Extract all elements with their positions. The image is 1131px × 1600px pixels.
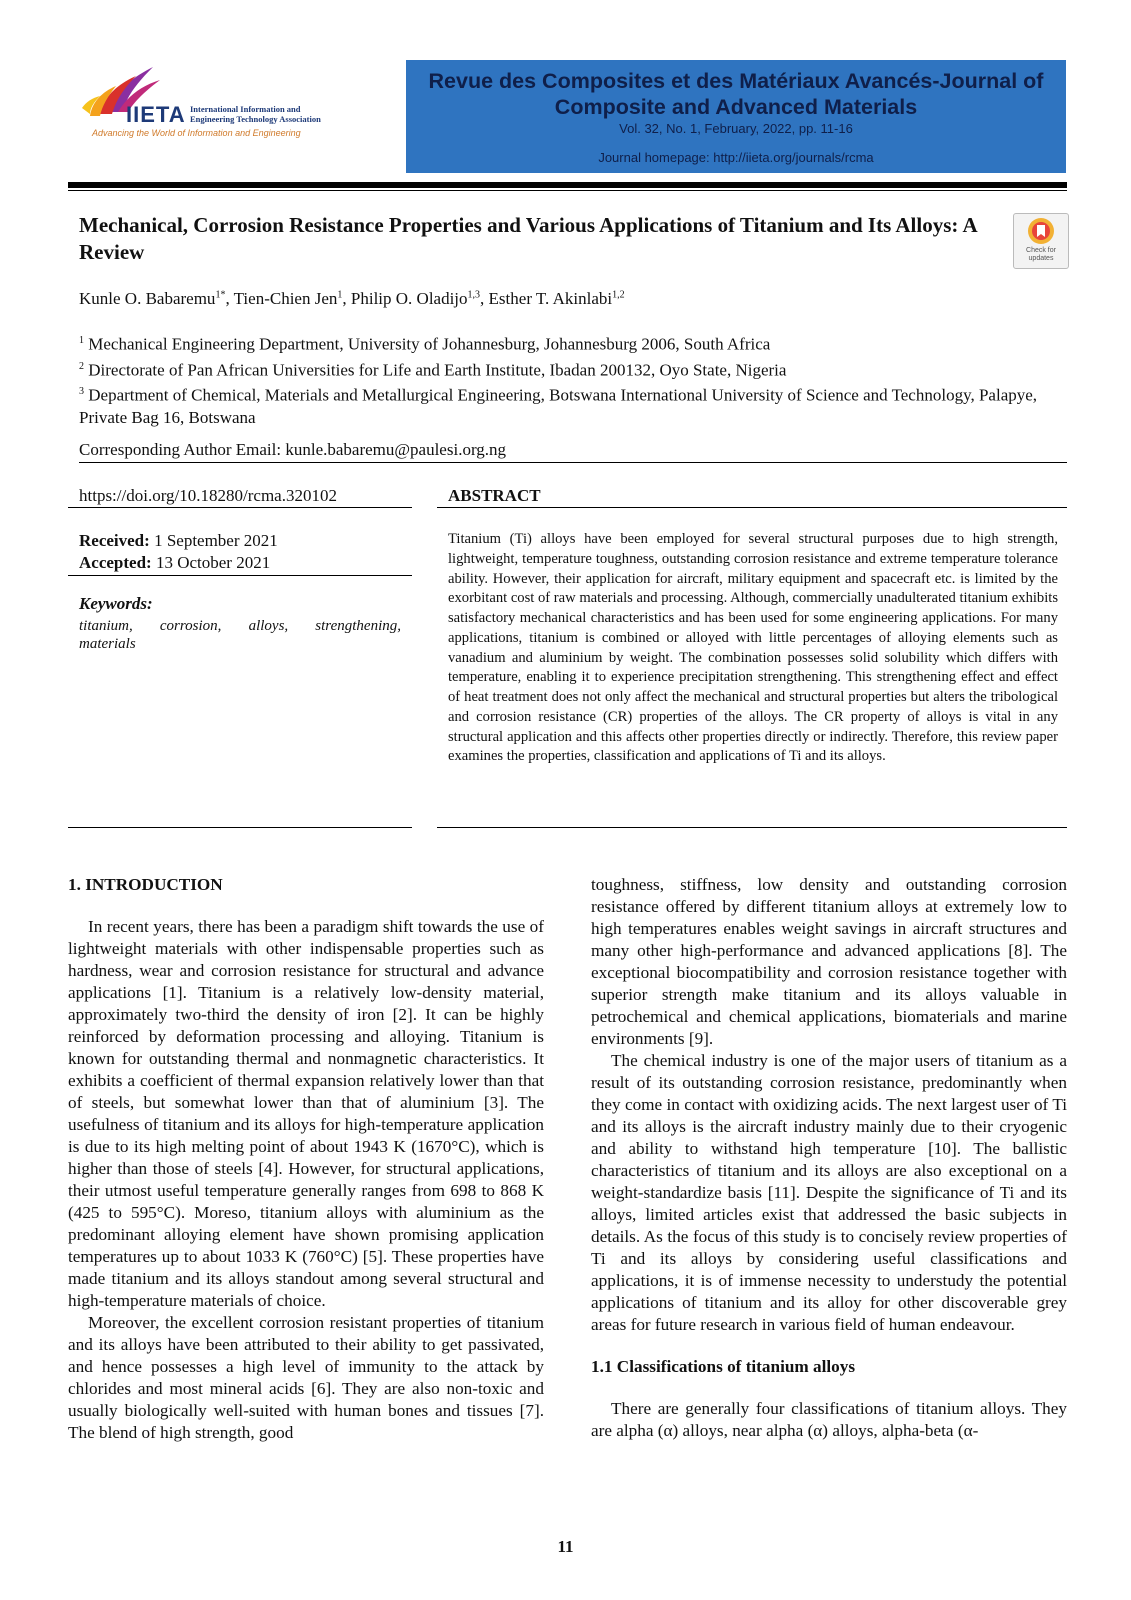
header-rule-thick [68,182,1067,188]
author-affiliation-mark: 1 [337,289,343,301]
paragraph: Moreover, the excellent corrosion resistant properties of titanium and its alloys have been attributed to their ability to get passivated, and hence possesses a high level of immunity to the attack by chlorides and most mineral acids [6]. They are also non-toxic and usually biologically well-suited with human bones and tissues [7]. The blend of high strength, good [68,1313,544,1442]
affiliation-text: Department of Chemical, Materials and Metallurgical Engineering, Botswana International University of Science and Technology, Palapye, Private Bag 16, Botswana [79,385,1038,427]
affiliation-mark: 1 [79,335,84,346]
abstract-heading: ABSTRACT [448,486,541,505]
affiliation-list [79,330,1039,429]
paragraph: In recent years, there has been a paradigm shift towards the use of lightweight materials with other indispensable properties such as hardness, wear and corrosion resistance for structural and advance applications [1]. Titanium is a relatively low-density material, approximately two-third the density of iron [2]. It can be highly reinforced by deformation processing and alloying. Titanium is known for outstanding thermal and nonmagnetic characteristics. It exhibits a coefficient of thermal expansion relatively lower than that of steels, but somewhat lower than that of aluminium [3]. The usefulness of titanium and its alloys for high-temperature application is due to its high melting point of about 1943 K (1670°C), which is higher than those of steels [4]. However, for structural applications, their utmost useful temperature generally ranges from 698 to 868 K (425 to 595°C). Moreso, titanium alloys with aluminium as the predominant alloying element have shown promising application temperatures up to about 1033 K (760°C) [5]. These properties have made titanium and its alloys standout among several structural and high-temperature materials of choice. [68,917,544,1310]
author-affiliation-mark: 1* [215,289,226,301]
author-list: Kunle O. Babaremu$^{1*}$, Tien-Chien Jen$^1$, Philip O. Oladijo$^{1,3}$, Esther T. Akinlabi$^{1,2}$ [79,289,625,308]
author-affiliation-mark: 1,2 [612,289,625,301]
section-heading: 1. INTRODUCTION [68,875,223,894]
divider [68,827,412,828]
dates-block [79,530,278,574]
author-name: Esther T. Akinlabi [488,289,613,308]
journal-header-box [406,60,1066,173]
body-column-right [591,874,1067,1442]
abstract-text: Titanium (Ti) alloys have been employed for several structural purposes due to high strength, lightweight, temperature toughness, outstanding corrosion resistance and extreme temperature tolerance ability. However, their application for aircraft, military equipment and spacecraft etc. is limited by the exorbitant cost of raw materials and processing. Although, commercially unadulterated titanium exhibits satisfactory mechanical characteristics and has been used for some engineering applications. For many applications, titanium is combined or alloyed with little percentages of alloying elements such as vanadium and aluminium by weight. The combination possesses solid solubility which differs with temperature, enabling it to experience precipitation strengthening. This strengthening effect and effect of heat treatment does not only affect the mechanical and structural properties but alters the tribological and corrosion resistance (CR) properties of the alloys. The CR property of alloys is vital in any structural application and this affects other properties directly or indirectly. Therefore, this review paper examines the properties, classification and applications of Ti and its alloys. [448,531,1058,765]
paragraph: The chemical industry is one of the major users of titanium as a result of its outstanding corrosion resistance, predominantly when they come in contact with oxidizing acids. The next largest user of Ti and its alloys is the aircraft industry mainly due to their cryogenic and ability to withstand high temperature [10]. The ballistic characteristics of titanium and its alloys are also exceptional on a weight-standardize basis [11]. Despite the significance of Ti and its alloys, limited articles exist that addressed the basic subjects in details. As the focus of this study is to concisely review properties of Ti and its alloys by considering useful classifications and applications, it is of immense necessity to understudy the potential applications of titanium and its alloy for other discoverable grey areas for future research in various field of human endeavour. [591,1051,1067,1334]
author-name: Kunle O. Babaremu [79,289,216,308]
affiliation-mark: 3 [79,386,84,398]
header-rule-thin [68,190,1067,191]
iieta-logo [78,62,368,142]
logo-wordmark: IIETA [126,102,186,127]
affiliation-item [79,381,1039,429]
check-for-updates-badge[interactable] [1013,213,1069,269]
divider [68,507,412,508]
affiliation-text: Directorate of Pan African Universities for Life and Earth Institute, Ibadan 200132, Oyo State, Nigeria [88,360,787,380]
paragraph: There are generally four classifications of titanium alloys. They are alpha (α) alloys, near alpha (α) alloys, alpha-beta (α- [591,1399,1067,1440]
received-label: Received: [79,531,150,550]
keywords-heading: Keywords: [79,594,153,613]
page-number: 11 [557,1537,574,1556]
keywords-list: titanium, corrosion, alloys, strengthening, [79,618,401,634]
affiliation-text: Mechanical Engineering Department, University of Johannesburg, Johannesburg 2006, South Africa [88,334,771,354]
author-affiliation-mark: 1,3 [467,289,481,301]
subsection-heading: 1.1 Classifications of titanium alloys [591,1357,856,1376]
paper-title: Mechanical, Corrosion Resistance Properties and Various Applications of Titanium and Its Alloys: A Review [79,213,977,264]
check-updates-label: Check for updates [1026,247,1056,262]
logo-tagline: Advancing the World of Information and Engineering [92,128,301,138]
journal-homepage-link[interactable]: Journal homepage: http://iieta.org/journals/rcma [598,150,874,165]
journal-title: Revue des Composites et des Matériaux Avancés-Journal of Composite and Advanced Materials [428,69,1044,119]
keywords-list-continued: materials [79,636,136,652]
divider [437,507,1067,508]
paragraph: toughness, stiffness, low density and outstanding corrosion resistance offered by different titanium alloys at extremely low to high temperatures enables weight savings in aircraft structures and many other high-performance and advanced applications [8]. The exceptional biocompatibility and corrosion resistance together with superior strength make titanium and its alloys valuable in petrochemical and chemical applications, biomaterials and marine environments [9]. [591,875,1067,1048]
author-name: Tien-Chien Jen [233,289,338,308]
affiliation-item [79,330,1039,356]
accepted-label: Accepted: [79,553,152,572]
logo-association-name: International Information and Engineering Technology Association [190,104,321,124]
divider [68,575,412,576]
body-column-left [68,874,544,1444]
received-date: 1 September 2021 [154,531,278,550]
doi-link[interactable]: https://doi.org/10.18280/rcma.320102 [79,486,337,505]
divider [437,827,1067,828]
affiliation-mark: 2 [79,360,84,372]
accepted-date: 13 October 2021 [155,553,271,572]
affiliation-item [79,356,1039,382]
journal-volume: Vol. 32, No. 1, February, 2022, pp. 11-16 [619,121,853,136]
divider [79,462,1067,463]
check-updates-icon [1014,214,1068,248]
author-name: Philip O. Oladijo [350,289,468,308]
corresponding-author-email: Corresponding Author Email: kunle.babaremu@paulesi.org.ng [79,440,507,459]
